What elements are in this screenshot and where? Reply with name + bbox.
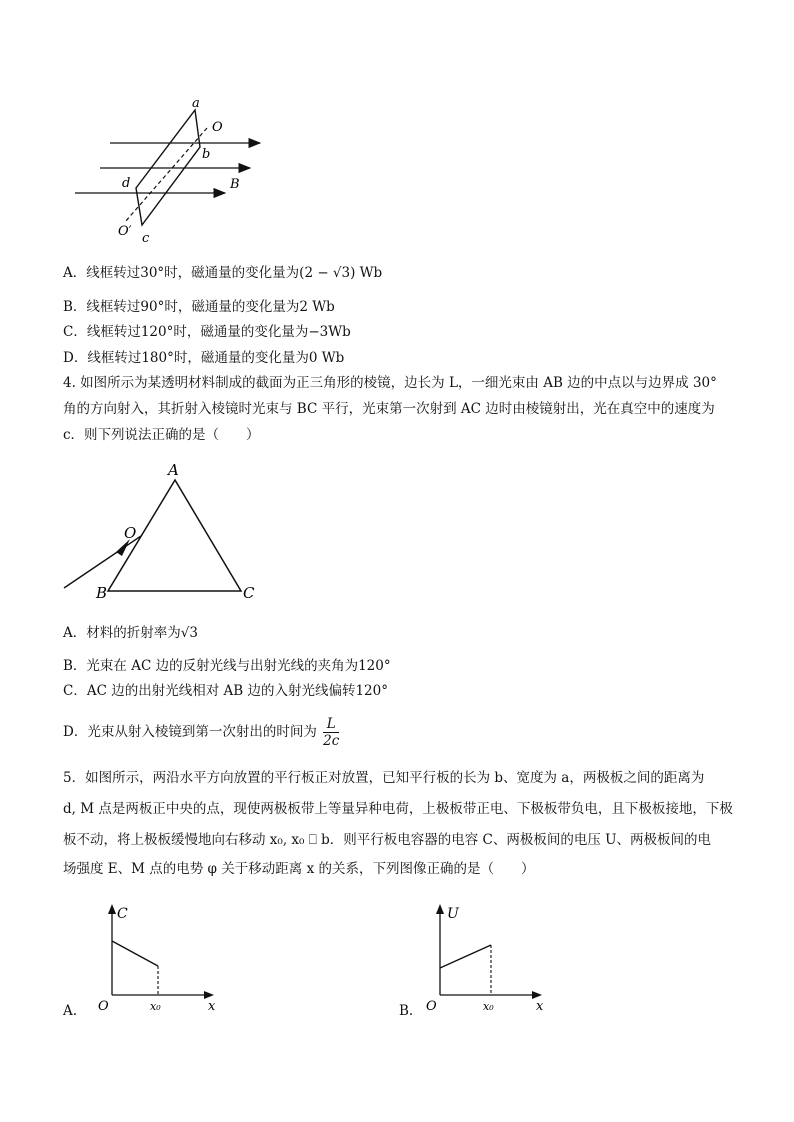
label-O: O: [212, 120, 223, 135]
origin-label: O: [426, 999, 437, 1014]
x-axis-arrow: [532, 991, 542, 999]
fraction-denominator: 2c: [323, 733, 340, 749]
rotation-axis: [125, 128, 207, 222]
q3-option-d: D．线框转过180°时，磁通量的变化量为0 Wb: [63, 350, 345, 366]
q5-graph-b-option: B.: [399, 1003, 414, 1019]
q5-graph-a: [90, 900, 230, 1015]
q4-option-d: [63, 714, 339, 750]
label-C: C: [243, 584, 255, 602]
x0-tick-label: x₀: [483, 1000, 494, 1013]
fraction-numerator: L: [323, 716, 339, 733]
q3-frame-diagram: [70, 90, 270, 245]
q4-stem-line-2: 角的方向射入，其折射入棱镜时光束与 BC 平行，光束第一次射到 AC 边时由棱镜射出，光在真空中的速度为: [63, 401, 715, 417]
q4-stem-line-1: 4. 如图所示为某透明材料制成的截面为正三角形的棱镜，边长为 L，一细光束由 AB 边的中点以与边界成 30°: [63, 375, 717, 391]
q3-option-a: A．线框转过30°时，磁通量的变化量为(2 − √3) Wb: [63, 265, 383, 281]
q4-option-a: A．材料的折射率为√3: [63, 625, 198, 641]
q4-option-d-text: D．光束从射入棱镜到第一次射出的时间为: [63, 724, 317, 740]
y-axis-arrow: [108, 904, 116, 914]
q5-stem-line-2: d, M 点是两板正中央的点，现使两极板带上等量异种电荷，上极板带正电、下极板带负电，且下极板接地，下极: [63, 801, 733, 817]
y-label: C: [117, 906, 128, 922]
label-B: B: [230, 177, 240, 192]
incident-ray: [64, 536, 141, 588]
label-a: a: [192, 96, 200, 111]
q3-option-b: B．线框转过90°时，磁通量的变化量为2 Wb: [63, 299, 335, 315]
q4-option-c: C．AC 边的出射光线相对 AB 边的入射光线偏转120°: [63, 683, 388, 699]
y-label: U: [447, 906, 459, 922]
q5-stem-line-3: 板不动，将上极板缓慢地向右移动 x₀, x₀ ⎕ b．则平行板电容器的电容 C、两极板间的电压 U、两极板间的电: [63, 832, 712, 848]
q4-prism-diagram: [58, 458, 268, 603]
x-label: x: [208, 999, 216, 1014]
q4-stem-line-3: c．则下列说法正确的是（ ）: [63, 427, 260, 443]
x0-tick-label: x₀: [150, 1000, 161, 1013]
label-b: b: [202, 147, 211, 162]
label-A: A: [168, 461, 179, 479]
origin-label: O: [98, 999, 109, 1014]
graph-line: [440, 945, 491, 968]
label-d: d: [122, 176, 131, 191]
q5-graph-b: [418, 900, 558, 1015]
label-c: c: [142, 231, 150, 245]
q3-option-c: C．线框转过120°时，磁通量的变化量为−3Wb: [63, 324, 351, 340]
label-O: O: [124, 524, 137, 542]
q5-stem-line-1: 5．如图所示，两沿水平方向放置的平行板正对放置，已知平行板的长为 b、宽度为 a，两极板之间的距离为: [63, 770, 705, 786]
label-Oprime: O′: [118, 224, 132, 239]
q5-graph-a-option: A.: [63, 1003, 78, 1019]
q5-stem-line-4: 场强度 E、M 点的电势 φ 关于移动距离 x 的关系，下列图像正确的是（ ）: [63, 861, 535, 877]
x-label: x: [536, 999, 544, 1014]
q4-option-b: B．光束在 AC 边的反射光线与出射光线的夹角为120°: [63, 658, 391, 674]
label-B: B: [96, 584, 108, 602]
fraction: [323, 716, 339, 749]
x-axis-arrow: [204, 991, 214, 999]
y-axis-arrow: [436, 904, 444, 914]
graph-line: [112, 941, 158, 966]
